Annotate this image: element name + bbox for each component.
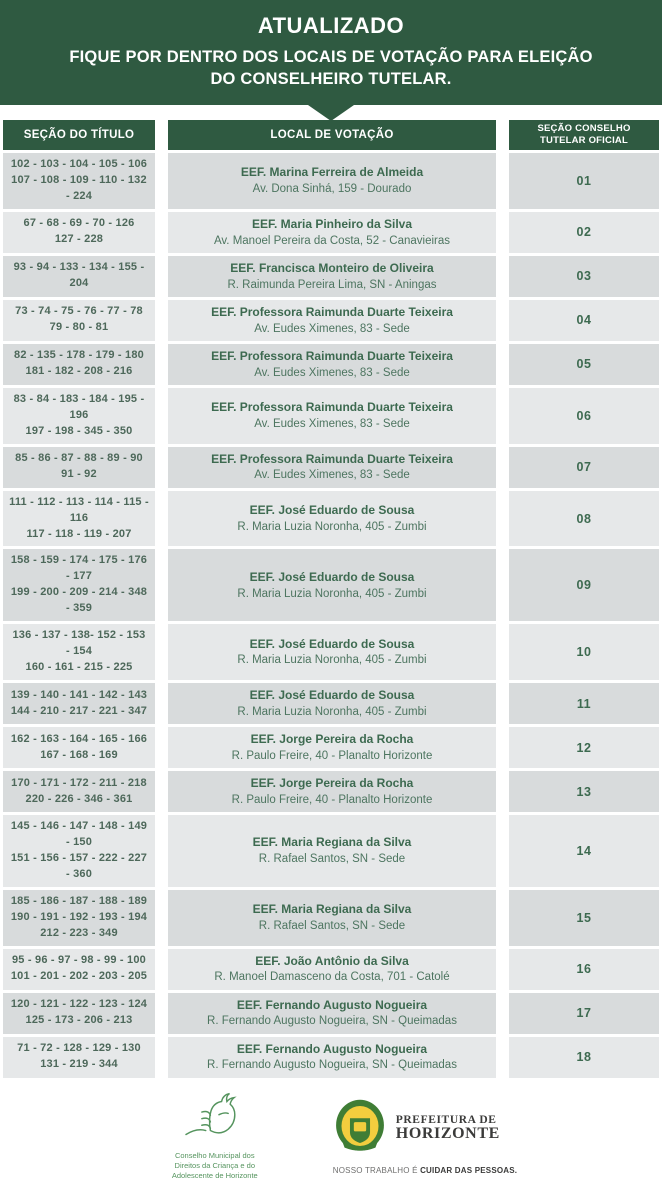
- section-numbers-line: 167 - 168 - 169: [40, 748, 118, 761]
- section-numbers-line: 127 - 228: [54, 233, 104, 246]
- location-name: EEF. José Eduardo de Sousa: [249, 636, 415, 651]
- row-official-number: 09: [509, 549, 659, 621]
- location-name: EEF. Jorge Pereira da Rocha: [250, 732, 414, 747]
- row-location: [168, 993, 496, 1034]
- row-sections: [3, 212, 155, 253]
- section-numbers-line: 136 - 137 - 138- 152 - 153 - 154: [12, 629, 146, 658]
- section-numbers-line: 160 - 161 - 215 - 225: [25, 661, 133, 674]
- voting-locations-table: [0, 120, 662, 1078]
- location-address: Av. Manoel Pereira da Costa, 52 - Canavieiras: [213, 234, 451, 247]
- section-numbers-line: 111 - 112 - 113 - 114 - 115 - 116: [9, 495, 149, 524]
- row-official-number: 02: [509, 212, 659, 253]
- row-sections: [3, 815, 155, 887]
- council-caption-line3: Adolescente de Horizonte: [171, 1170, 258, 1180]
- section-numbers-line: 131 - 219 - 344: [40, 1058, 118, 1071]
- prefecture-tagline-regular: NOSSO TRABALHO É: [332, 1165, 421, 1175]
- section-numbers-line: 190 - 191 - 192 - 193 - 194: [10, 910, 148, 923]
- prefecture-tagline: [333, 1166, 517, 1175]
- section-numbers-line: 197 - 198 - 345 - 350: [25, 424, 133, 437]
- row-location: [168, 153, 496, 209]
- row-location: [168, 949, 496, 990]
- table-row: [3, 890, 659, 946]
- section-numbers-line: 93 - 94 - 133 - 134 - 155 - 204: [13, 261, 145, 290]
- location-address: R. Paulo Freire, 40 - Planalto Horizonte: [231, 793, 433, 806]
- location-address: Av. Dona Sinhá, 159 - Dourado: [252, 183, 412, 196]
- banner-subtitle-line2: DO CONSELHEIRO TUTELAR.: [210, 69, 452, 88]
- row-location: [168, 447, 496, 488]
- hand-dove-icon: [182, 1092, 248, 1149]
- row-official-number: 08: [509, 491, 659, 547]
- location-name: EEF. João Antônio da Silva: [255, 953, 409, 968]
- location-name: EEF. Professora Raimunda Duarte Teixeira: [211, 400, 453, 415]
- location-address: R. Fernando Augusto Nogueira, SN - Queimadas: [207, 1059, 457, 1072]
- row-official-number: 10: [509, 624, 659, 680]
- table-row: [3, 771, 659, 812]
- table-row: [3, 491, 659, 547]
- table-row: [3, 683, 659, 724]
- row-location: [168, 624, 496, 680]
- section-numbers-line: 91 - 92: [61, 468, 97, 481]
- row-location: [168, 388, 496, 444]
- prefecture-tagline-bold: CUIDAR DAS PESSOAS.: [420, 1165, 518, 1175]
- row-official-number: 16: [509, 949, 659, 990]
- location-name: EEF. Marina Ferreira de Almeida: [240, 165, 424, 180]
- row-location: [168, 1037, 496, 1078]
- banner-notch-pointer: [308, 105, 354, 121]
- section-numbers-line: 145 - 146 - 147 - 148 - 149 - 150: [10, 820, 148, 848]
- column-header-official-line1: SEÇÃO CONSELHO: [537, 123, 631, 135]
- location-address: Av. Eudes Ximenes, 83 - Sede: [254, 418, 410, 431]
- location-address: R. Rafael Santos, SN - Sede: [258, 920, 406, 932]
- banner-subtitle: [0, 47, 662, 91]
- section-numbers-line: 181 - 182 - 208 - 216: [25, 365, 133, 378]
- table-row: [3, 212, 659, 253]
- location-address: R. Paulo Freire, 40 - Planalto Horizonte: [231, 749, 433, 762]
- column-header-official: [509, 120, 659, 150]
- section-numbers-line: 83 - 84 - 183 - 184 - 195 - 196: [13, 392, 145, 421]
- banner: [0, 0, 662, 105]
- row-official-number: 17: [509, 993, 659, 1034]
- row-location: [168, 212, 496, 253]
- location-name: EEF. Jorge Pereira da Rocha: [250, 776, 414, 791]
- location-name: EEF. Professora Raimunda Duarte Teixeira: [211, 304, 453, 319]
- table-row: [3, 949, 659, 990]
- location-name: EEF. Francisca Monteiro de Oliveira: [230, 260, 434, 275]
- row-sections: [3, 624, 155, 680]
- table-row: [3, 624, 659, 680]
- row-sections: [3, 300, 155, 341]
- row-official-number: 12: [509, 727, 659, 768]
- row-official-number: 01: [509, 153, 659, 209]
- section-numbers-line: 102 - 103 - 104 - 105 - 106: [10, 158, 148, 170]
- prefecture-logo: [333, 1098, 517, 1175]
- row-official-number: 04: [509, 300, 659, 341]
- row-sections: [3, 447, 155, 488]
- location-name: EEF. Fernando Augusto Nogueira: [236, 1041, 428, 1056]
- section-numbers-line: 144 - 210 - 217 - 221 - 347: [10, 704, 148, 717]
- prefecture-name: [396, 1114, 500, 1143]
- council-logo: [145, 1092, 285, 1181]
- row-official-number: 07: [509, 447, 659, 488]
- location-address: Av. Eudes Ximenes, 83 - Sede: [254, 366, 410, 379]
- section-numbers-line: 73 - 74 - 75 - 76 - 77 - 78: [15, 305, 143, 318]
- row-sections: [3, 388, 155, 444]
- column-header-location: LOCAL DE VOTAÇÃO: [168, 120, 496, 150]
- location-address: R. Manoel Damasceno da Costa, 701 - Catolé: [214, 971, 450, 984]
- table-row: [3, 447, 659, 488]
- section-numbers-line: 185 - 186 - 187 - 188 - 189: [10, 894, 148, 907]
- column-header-official-line2: TUTELAR OFICIAL: [540, 135, 628, 146]
- section-numbers-line: 79 - 80 - 81: [49, 321, 109, 334]
- column-header-sections: SEÇÃO DO TÍTULO: [3, 120, 155, 150]
- row-official-number: 18: [509, 1037, 659, 1078]
- row-official-number: 03: [509, 256, 659, 297]
- location-name: EEF. José Eduardo de Sousa: [249, 503, 415, 518]
- location-address: R. Maria Luzia Noronha, 405 - Zumbi: [237, 587, 427, 600]
- location-name: EEF. Maria Regiana da Silva: [252, 902, 412, 917]
- table-row: [3, 993, 659, 1034]
- row-location: [168, 491, 496, 547]
- location-name: EEF. Professora Raimunda Duarte Teixeira: [211, 451, 453, 466]
- section-numbers-line: 101 - 201 - 202 - 203 - 205: [10, 970, 148, 983]
- section-numbers-line: 199 - 200 - 209 - 214 - 348 - 359: [10, 586, 148, 615]
- row-location: [168, 300, 496, 341]
- banner-subtitle-line1: FIQUE POR DENTRO DOS LOCAIS DE VOTAÇÃO PARA ELEIÇÃO: [69, 48, 593, 66]
- location-name: EEF. Maria Regiana da Silva: [252, 835, 412, 850]
- row-location: [168, 344, 496, 385]
- location-address: R. Maria Luzia Noronha, 405 - Zumbi: [237, 520, 427, 533]
- location-address: R. Rafael Santos, SN - Sede: [258, 853, 406, 866]
- table-row: [3, 549, 659, 621]
- section-numbers-line: 139 - 140 - 141 - 142 - 143: [10, 688, 148, 701]
- row-sections: [3, 153, 155, 209]
- section-numbers-line: 71 - 72 - 128 - 129 - 130: [17, 1042, 141, 1055]
- location-address: R. Fernando Augusto Nogueira, SN - Queimadas: [207, 1015, 457, 1028]
- row-official-number: 14: [509, 815, 659, 887]
- location-name: EEF. Fernando Augusto Nogueira: [236, 997, 428, 1012]
- row-official-number: 13: [509, 771, 659, 812]
- location-address: R. Raimunda Pereira Lima, SN - Aningas: [227, 278, 437, 291]
- row-official-number: 05: [509, 344, 659, 385]
- location-address: Av. Eudes Ximenes, 83 - Sede: [254, 322, 410, 335]
- row-location: [168, 771, 496, 812]
- table-header-row: [3, 120, 659, 150]
- row-sections: [3, 727, 155, 768]
- prefecture-name-line2: HORIZONTE: [395, 1124, 500, 1142]
- row-sections: [3, 256, 155, 297]
- location-address: R. Maria Luzia Noronha, 405 - Zumbi: [237, 654, 427, 667]
- row-location: [168, 256, 496, 297]
- table-row: [3, 256, 659, 297]
- section-numbers-line: 151 - 156 - 157 - 222 - 227 - 360: [10, 851, 148, 880]
- section-numbers-line: 170 - 171 - 172 - 211 - 218: [11, 776, 147, 789]
- row-location: [168, 727, 496, 768]
- council-caption: [172, 1151, 258, 1181]
- row-sections: [3, 949, 155, 990]
- location-name: EEF. José Eduardo de Sousa: [249, 569, 415, 584]
- table-row: [3, 388, 659, 444]
- row-location: [168, 683, 496, 724]
- location-name: EEF. Maria Pinheiro da Silva: [251, 216, 413, 231]
- section-numbers-line: 67 - 68 - 69 - 70 - 126: [23, 217, 135, 230]
- table-row: [3, 300, 659, 341]
- section-numbers-line: 120 - 121 - 122 - 123 - 124: [10, 998, 148, 1011]
- row-sections: [3, 890, 155, 946]
- table-row: [3, 727, 659, 768]
- section-numbers-line: 107 - 108 - 109 - 110 - 132 - 224: [11, 173, 147, 202]
- table-row: [3, 153, 659, 209]
- section-numbers-line: 82 - 135 - 178 - 179 - 180: [14, 349, 144, 362]
- location-address: Av. Eudes Ximenes, 83 - Sede: [254, 469, 410, 482]
- banner-badge: ATUALIZADO: [257, 13, 405, 38]
- footer: [0, 1092, 662, 1181]
- row-official-number: 15: [509, 890, 659, 946]
- section-numbers-line: 125 - 173 - 206 - 213: [25, 1014, 133, 1027]
- row-sections: [3, 549, 155, 621]
- horizonte-crest-icon: [333, 1098, 387, 1159]
- location-name: EEF. José Eduardo de Sousa: [249, 688, 415, 703]
- row-sections: [3, 491, 155, 547]
- row-sections: [3, 683, 155, 724]
- section-numbers-line: 212 - 223 - 349: [40, 926, 118, 939]
- section-numbers-line: 117 - 118 - 119 - 207: [26, 527, 132, 540]
- row-official-number: 11: [509, 683, 659, 724]
- prefecture-name-line1: PREFEITURA DE: [395, 1113, 497, 1126]
- location-name: EEF. Professora Raimunda Duarte Teixeira: [211, 348, 453, 363]
- row-official-number: 06: [509, 388, 659, 444]
- section-numbers-line: 85 - 86 - 87 - 88 - 89 - 90: [15, 452, 143, 465]
- row-location: [168, 815, 496, 887]
- council-caption-line2: Direitos da Criança e do: [174, 1160, 255, 1170]
- council-caption-line1: Conselho Municipal dos: [174, 1150, 255, 1160]
- row-location: [168, 549, 496, 621]
- row-location: [168, 890, 496, 946]
- section-numbers-line: 95 - 96 - 97 - 98 - 99 - 100: [11, 954, 146, 967]
- row-sections: [3, 1037, 155, 1078]
- row-sections: [3, 344, 155, 385]
- row-sections: [3, 771, 155, 812]
- table-row: [3, 815, 659, 887]
- table-row: [3, 344, 659, 385]
- section-numbers-line: 220 - 226 - 346 - 361: [25, 792, 133, 805]
- section-numbers-line: 158 - 159 - 174 - 175 - 176 - 177: [10, 554, 148, 583]
- table-row: [3, 1037, 659, 1078]
- row-sections: [3, 993, 155, 1034]
- table-body: [3, 153, 659, 1078]
- location-address: R. Maria Luzia Noronha, 405 - Zumbi: [237, 705, 427, 718]
- section-numbers-line: 162 - 163 - 164 - 165 - 166: [10, 732, 148, 745]
